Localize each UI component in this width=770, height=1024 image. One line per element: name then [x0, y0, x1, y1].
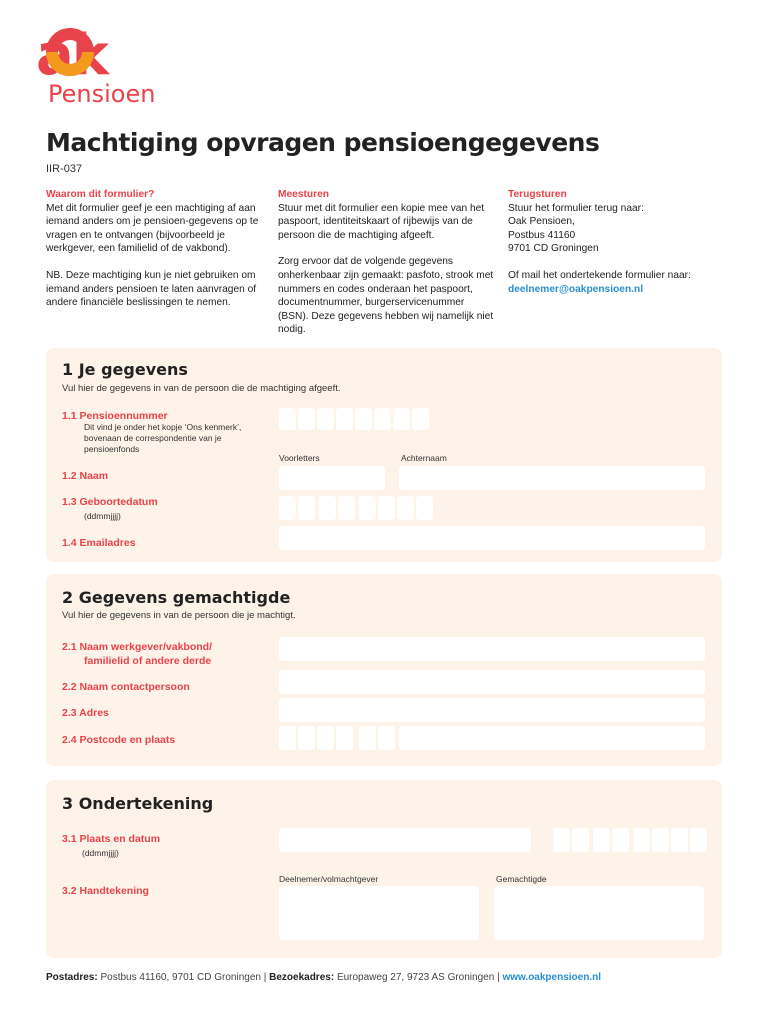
section-personal-details: [46, 348, 722, 562]
info-column-attach: [278, 188, 496, 337]
section-authorized-person: [46, 574, 722, 766]
address-line: Postbus 41160: [508, 229, 576, 241]
footer-visit-label: Bezoekadres:: [269, 972, 335, 983]
label-employer-line2: familielid of andere derde: [84, 655, 212, 667]
digit-box[interactable]: [298, 496, 315, 520]
digit-box[interactable]: [633, 828, 650, 852]
form-code: IIR-037: [46, 163, 83, 175]
digit-box[interactable]: [412, 408, 429, 430]
digit-box[interactable]: [319, 496, 336, 520]
digit-box[interactable]: [416, 496, 433, 520]
label-employer: 2.1 Naam werkgever/vakbond/: [62, 641, 212, 653]
initials-input[interactable]: [279, 466, 385, 490]
footer-separator: |: [497, 972, 500, 983]
caption-surname: Achternaam: [401, 453, 447, 463]
label-contact-person: 2.2 Naam contactpersoon: [62, 681, 190, 693]
digit-box[interactable]: [298, 726, 315, 750]
digit-box[interactable]: [378, 496, 395, 520]
digit-box[interactable]: [690, 828, 707, 852]
label-name: 1.2 Naam: [62, 470, 109, 482]
logo-o-mark: [46, 28, 94, 76]
info-column-return: [508, 188, 708, 296]
label-postcode-city: 2.4 Postcode en plaats: [62, 734, 176, 746]
email-input[interactable]: [279, 526, 705, 550]
section-subtitle: Vul hier de gegevens in van de persoon die je machtigt.: [62, 610, 296, 621]
label-email: 1.4 Emailadres: [62, 537, 136, 549]
hint-birthdate: (ddmmjjjj): [84, 511, 121, 521]
footer-website-link[interactable]: www.oakpensioen.nl: [502, 972, 601, 983]
label-signature: 3.2 Handtekening: [62, 885, 149, 897]
digit-box[interactable]: [355, 408, 372, 430]
page-title: Machtiging opvragen pensioengegevens: [46, 128, 600, 157]
column-text: Stuur met dit formulier een kopie mee van het paspoort, identiteitskaart of rijbewijs van de persoon die de machtiging afgeeft.: [278, 202, 485, 241]
digit-box[interactable]: [336, 408, 353, 430]
caption-participant: Deelnemer/volmachtgever: [279, 874, 379, 884]
logo-subtitle: Pensioen: [48, 80, 156, 108]
digit-box[interactable]: [298, 408, 315, 430]
column-heading: Waarom dit formulier?: [46, 189, 155, 200]
digit-box[interactable]: [671, 828, 688, 852]
digit-box[interactable]: [317, 408, 334, 430]
participant-signature-box[interactable]: [279, 886, 479, 940]
column-text: Of mail het ondertekende formulier naar:: [508, 269, 691, 281]
digit-box[interactable]: [553, 828, 570, 852]
info-column-why: [46, 188, 268, 310]
digit-box[interactable]: [374, 408, 391, 430]
employer-input[interactable]: [279, 637, 705, 661]
label-birthdate: 1.3 Geboortedatum: [62, 496, 158, 508]
column-heading: Terugsturen: [508, 189, 567, 200]
digit-box[interactable]: [279, 496, 296, 520]
hint-date: (ddmmjjjj): [82, 848, 119, 858]
authorized-signature-box[interactable]: [494, 886, 704, 940]
column-text: Met dit formulier geef je een machtiging af aan iemand anders om je pensioen-gegevens op te vragen en te ontvangen (bijvoorbeeld je werkgever, een familielid of de vakbond).: [46, 202, 259, 255]
digit-box[interactable]: [397, 496, 414, 520]
column-text: Zorg ervoor dat de volgende gegevens onherkenbaar zijn gemaakt: pasfoto, strook met nummers en codes onderaan het paspoort, documentnummer, burgerservicenummer (BSN). Deze gegevens hebben wij namelijk niet nodig.: [278, 256, 494, 336]
section-signature: [46, 780, 722, 958]
logo-ak: ak: [36, 23, 108, 88]
footer-postal-address: Postbus 41160, 9701 CD Groningen: [100, 972, 261, 983]
section-title: 2 Gegevens gemachtigde: [62, 588, 291, 607]
address-input[interactable]: [279, 698, 705, 722]
city-input[interactable]: [399, 726, 705, 750]
digit-box[interactable]: [652, 828, 669, 852]
digit-box[interactable]: [593, 828, 610, 852]
email-link[interactable]: deelnemer@oakpensioen.nl: [508, 283, 644, 295]
digit-box[interactable]: [359, 726, 376, 750]
digit-box[interactable]: [359, 496, 376, 520]
label-address: 2.3 Adres: [62, 707, 109, 719]
caption-authorized: Gemachtigde: [496, 874, 547, 884]
column-text: Stuur het formulier terug naar:: [508, 202, 644, 214]
digit-box[interactable]: [317, 726, 334, 750]
digit-box[interactable]: [572, 828, 589, 852]
footer-separator: |: [263, 972, 267, 983]
section-title: 3 Ondertekening: [62, 794, 214, 813]
footer-visit-address: Europaweg 27, 9723 AS Groningen: [336, 972, 495, 983]
contact-person-input[interactable]: [279, 670, 705, 694]
digit-box[interactable]: [378, 726, 395, 750]
digit-box[interactable]: [338, 496, 355, 520]
digit-box[interactable]: [393, 408, 410, 430]
section-title: 1 Je gegevens: [62, 360, 188, 379]
section-subtitle: Vul hier de gegevens in van de persoon die de machtiging afgeeft.: [62, 383, 341, 394]
column-text: NB. Deze machtiging kun je niet gebruiken om iemand anders pensioen te laten aanvragen of andere financiële beslissingen te nemen.: [46, 269, 257, 309]
column-heading: Meesturen: [278, 189, 329, 200]
address-line: 9701 CD Groningen: [508, 243, 599, 255]
digit-box[interactable]: [279, 408, 296, 430]
label-pension-number: 1.1 Pensioennummer: [62, 410, 168, 422]
digit-box[interactable]: [612, 828, 629, 852]
digit-box[interactable]: [336, 726, 353, 750]
label-place-date: 3.1 Plaats en datum: [62, 833, 161, 845]
caption-initials: Voorletters: [279, 453, 320, 463]
hint-pension-number: Dit vind je onder het kopje ‘Ons kenmerk’, bovenaan de correspondentie van je pensioenfonds: [84, 422, 242, 454]
address-line: Oak Pensioen,: [508, 216, 575, 228]
surname-input[interactable]: [399, 466, 705, 490]
digit-box[interactable]: [279, 726, 296, 750]
footer-postal-label: Postadres:: [46, 972, 98, 983]
place-input[interactable]: [279, 828, 531, 852]
footer: [46, 972, 601, 983]
